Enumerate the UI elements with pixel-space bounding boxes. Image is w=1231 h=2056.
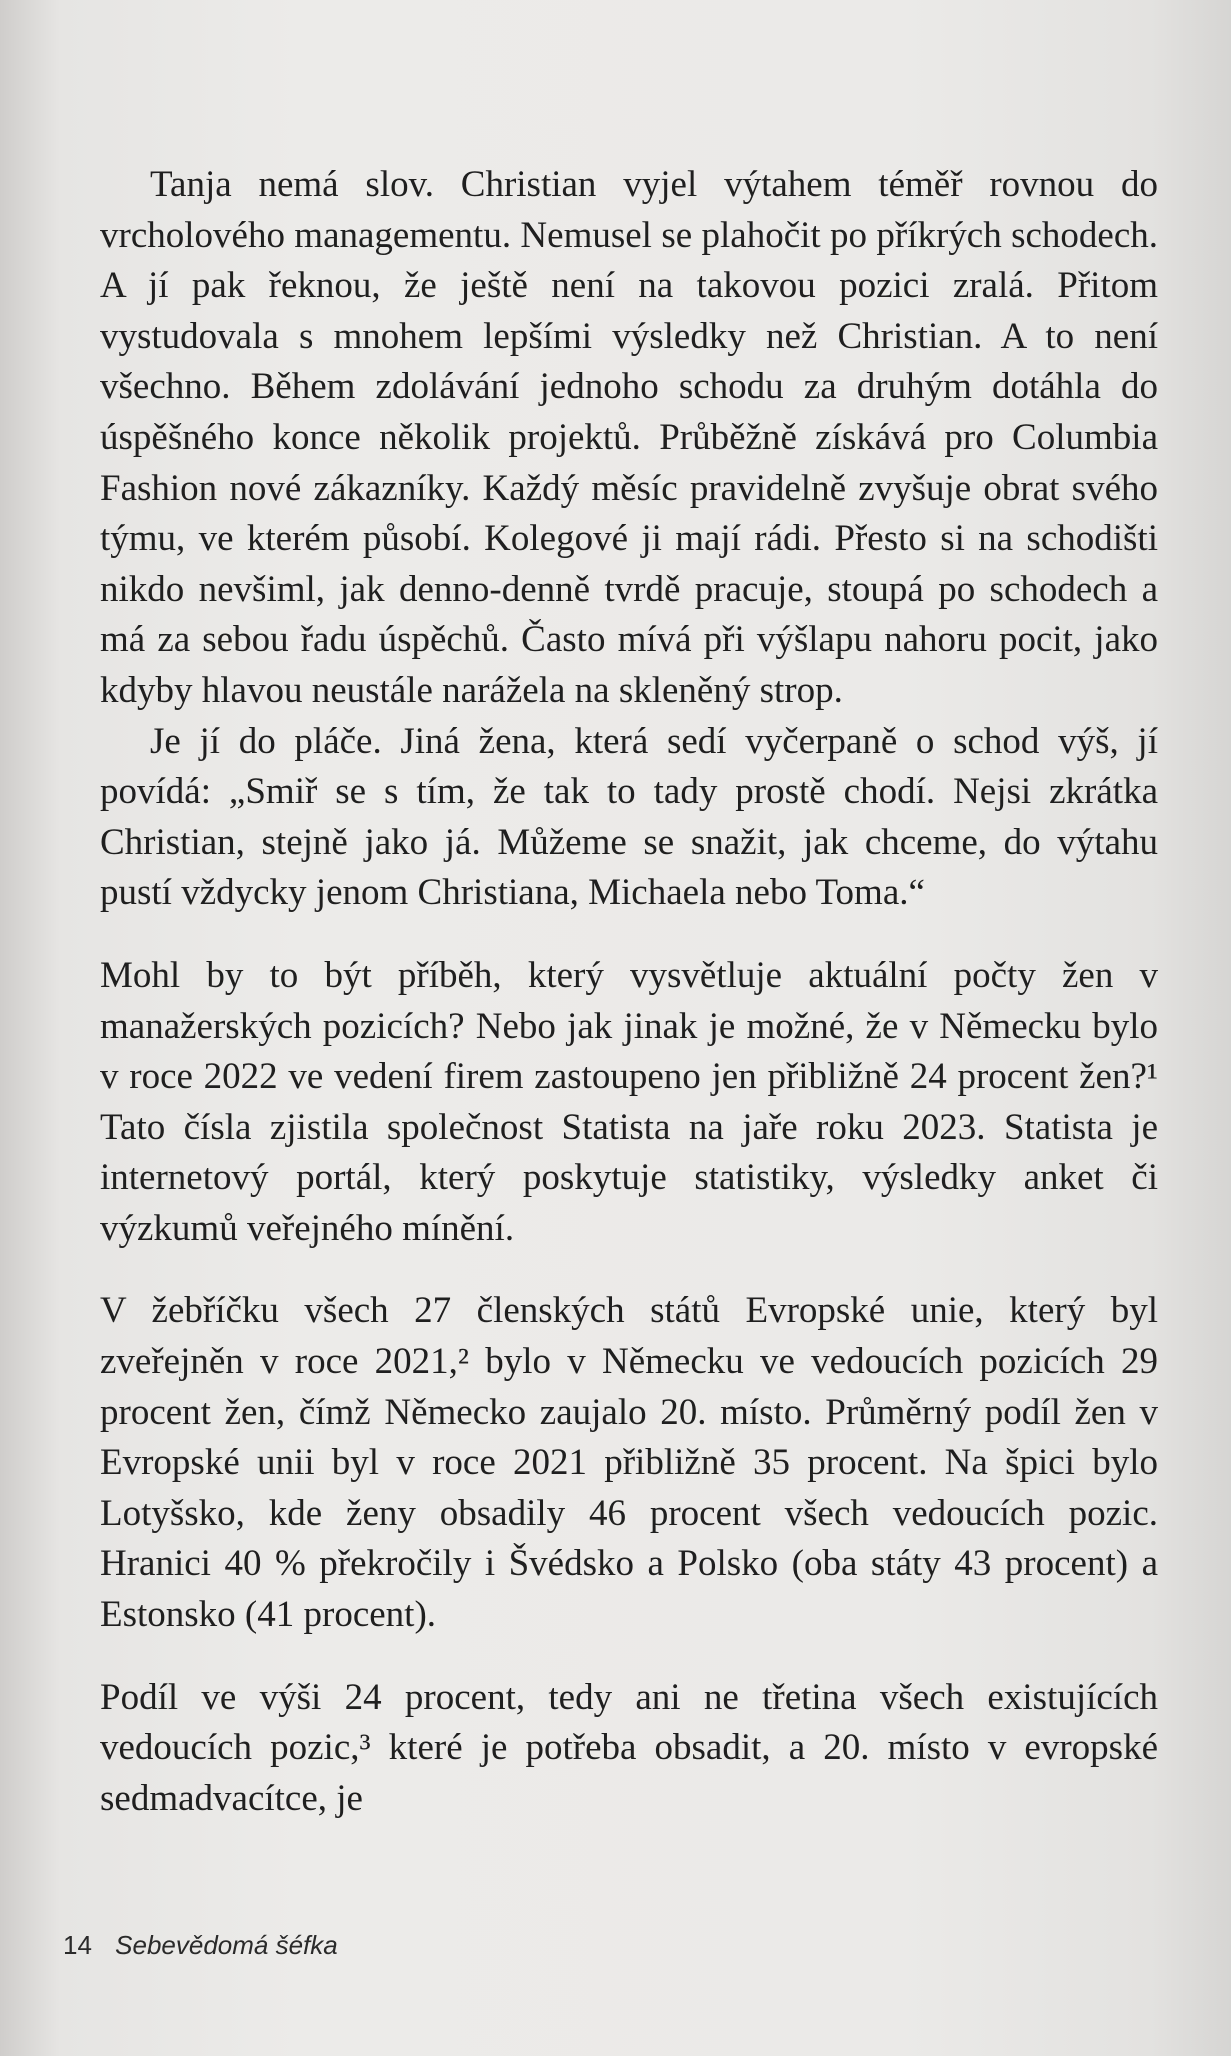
paragraph-story-1: Tanja nemá slov. Christian vyjel výtahem téměř rovnou do vrcholového managementu. Nemusel se plahočit po příkrých schodech. A jí pak řeknou, že ještě není na takovou pozici zralá. Přitom vystudovala s mnohem lepšími výsledky než Christian. A to není všechno. Během zdolávání jednoho schodu za druhým dotáhla do úspěšného konce několik projektů. Průběžně získává pro Columbia Fashion nové zákazníky. Každý měsíc pravidelně zvyšuje obrat svého týmu, ve kterém působí. Kolegové ji mají rádi. Přesto si na schodišti nikdo nevšiml, jak denno-denně tvrdě pracuje, stoupá po schodech a má za sebou řadu úspěchů. Často mívá při výšlapu nahoru pocit, jako kdyby hlavou neustále narážela na skleněný strop. <box>100 164 1158 711</box>
page-number: 14 <box>63 1930 92 1960</box>
paragraph-eu-ranking: V žebříčku všech 27 členských států Evropské unie, který byl zveřejněn v roce 2021,² bylo v Německu ve vedoucích pozicích 29 procent žen, čímž Německo zaujalo 20. místo. Průměrný podíl žen v Evropské unii byl v roce 2021 přibližně 35 procent. Na špici bylo Lotyšsko, kde ženy obsadily 46 procent všech vedoucích pozic. Hranici 40 % překročily i Švédsko a Polsko (oba státy 43 procent) a Estonsko (41 procent). <box>100 1290 1158 1636</box>
running-title: Sebevědomá šéfka <box>115 1930 338 1960</box>
body-text <box>100 160 1158 1824</box>
paragraph-statistics-intro: Mohl by to být příběh, který vysvětluje aktuální počty žen v manažerských pozicích? Nebo jak jinak je možné, že v Německu bylo v roce 2022 ve vedení firem zastoupeno jen přibližně 24 procent žen?¹ Tato čísla zjistila společnost Statista na jaře roku 2023. Statista je internetový portál, který poskytuje statistiky, výsledky anket či výzkumů veřejného mínění. <box>100 954 1158 1249</box>
paragraph-share-conclusion: Podíl ve výši 24 procent, tedy ani ne třetina všech existujících vedoucích pozic,³ které je potřeba obsadit, a 20. místo v evropské sedmadvacítce, je <box>100 1676 1158 1819</box>
paragraph-story-2: Je jí do pláče. Jiná žena, která sedí vyčerpaně o schod výš, jí povídá: „Smiř se s tím, že tak to tady prostě chodí. Nejsi zkrátka Christian, stejně jako já. Můžeme se snažit, jak chceme, do výtahu pustí vždycky jenom Christiana, Michaela nebo Toma.“ <box>100 720 1158 914</box>
page-footer <box>63 1930 338 1961</box>
